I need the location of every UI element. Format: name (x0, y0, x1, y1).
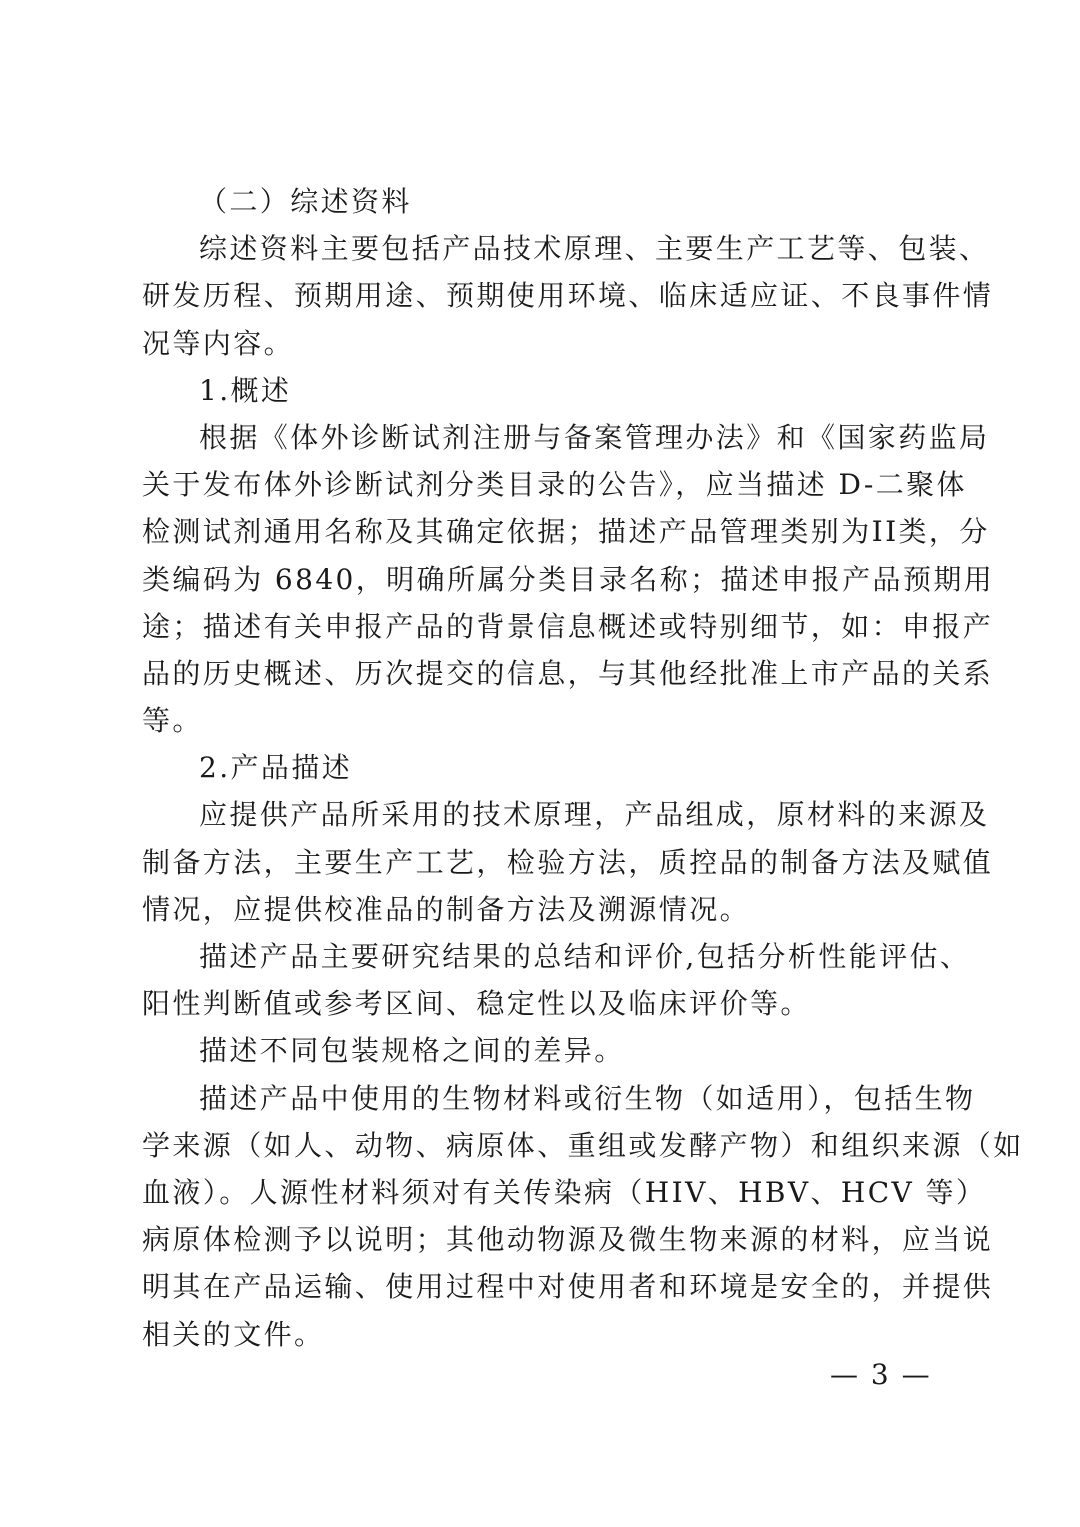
paragraph-line: 途；描述有关申报产品的背景信息概述或特别细节，如：申报产 (142, 609, 994, 643)
paragraph-line: 等。 (142, 704, 203, 738)
paragraph-line: 病原体检测予以说明；其他动物源及微生物来源的材料，应当说 (142, 1223, 994, 1257)
section-heading: （二）综述资料 (199, 185, 412, 218)
paragraph-line: 关于发布体外诊断试剂分类目录的公告》，应当描述 D-二聚体 (142, 468, 967, 502)
paragraph-line: 明其在产品运输、使用过程中对使用者和环境是安全的，并提供 (142, 1270, 994, 1304)
subsection-heading: 1.概述 (199, 373, 292, 407)
paragraph-line: 应提供产品所采用的技术原理，产品组成，原材料的来源及 (199, 798, 990, 832)
paragraph-line: 学来源（如人、动物、病原体、重组或发酵产物）和组织来源（如 (142, 1128, 1024, 1162)
paragraph-line: 描述产品中使用的生物材料或衍生物（如适用），包括生物 (199, 1081, 976, 1115)
paragraph-line: 类编码为 6840，明确所属分类目录名称；描述申报产品预期用 (142, 562, 995, 596)
paragraph-line: 研发历程、预期用途、预期使用环境、临床适应证、不良事件情 (142, 279, 994, 313)
paragraph-line: 阳性判断值或参考区间、稳定性以及临床评价等。 (142, 987, 811, 1021)
document-body (142, 178, 1024, 1358)
paragraph-line: 品的历史概述、历次提交的信息，与其他经批准上市产品的关系 (142, 656, 994, 690)
paragraph-line: 综述资料主要包括产品技术原理、主要生产工艺等、包装、 (199, 232, 990, 266)
subsection-heading: 2.产品描述 (199, 751, 353, 785)
paragraph-line: 情况，应提供校准品的制备方法及溯源情况。 (142, 892, 751, 926)
paragraph-line: 根据《体外诊断试剂注册与备案管理办法》和《国家药监局 (199, 420, 990, 454)
paragraph-line: 检测试剂通用名称及其确定依据；描述产品管理类别为II类，分 (142, 515, 990, 549)
paragraph-line: 血液）。人源性材料须对有关传染病（HIV、HBV、HCV 等） (142, 1175, 987, 1209)
paragraph-line: 相关的文件。 (142, 1317, 325, 1351)
paragraph-line: 描述不同包装规格之间的差异。 (199, 1034, 625, 1068)
paragraph-line: 况等内容。 (142, 326, 295, 360)
paragraph-line: 制备方法，主要生产工艺，检验方法，质控品的制备方法及赋值 (142, 845, 994, 879)
page-number: — 3 — (830, 1358, 932, 1391)
paragraph-line: 描述产品主要研究结果的总结和评价,包括分析性能评估、 (199, 940, 971, 973)
